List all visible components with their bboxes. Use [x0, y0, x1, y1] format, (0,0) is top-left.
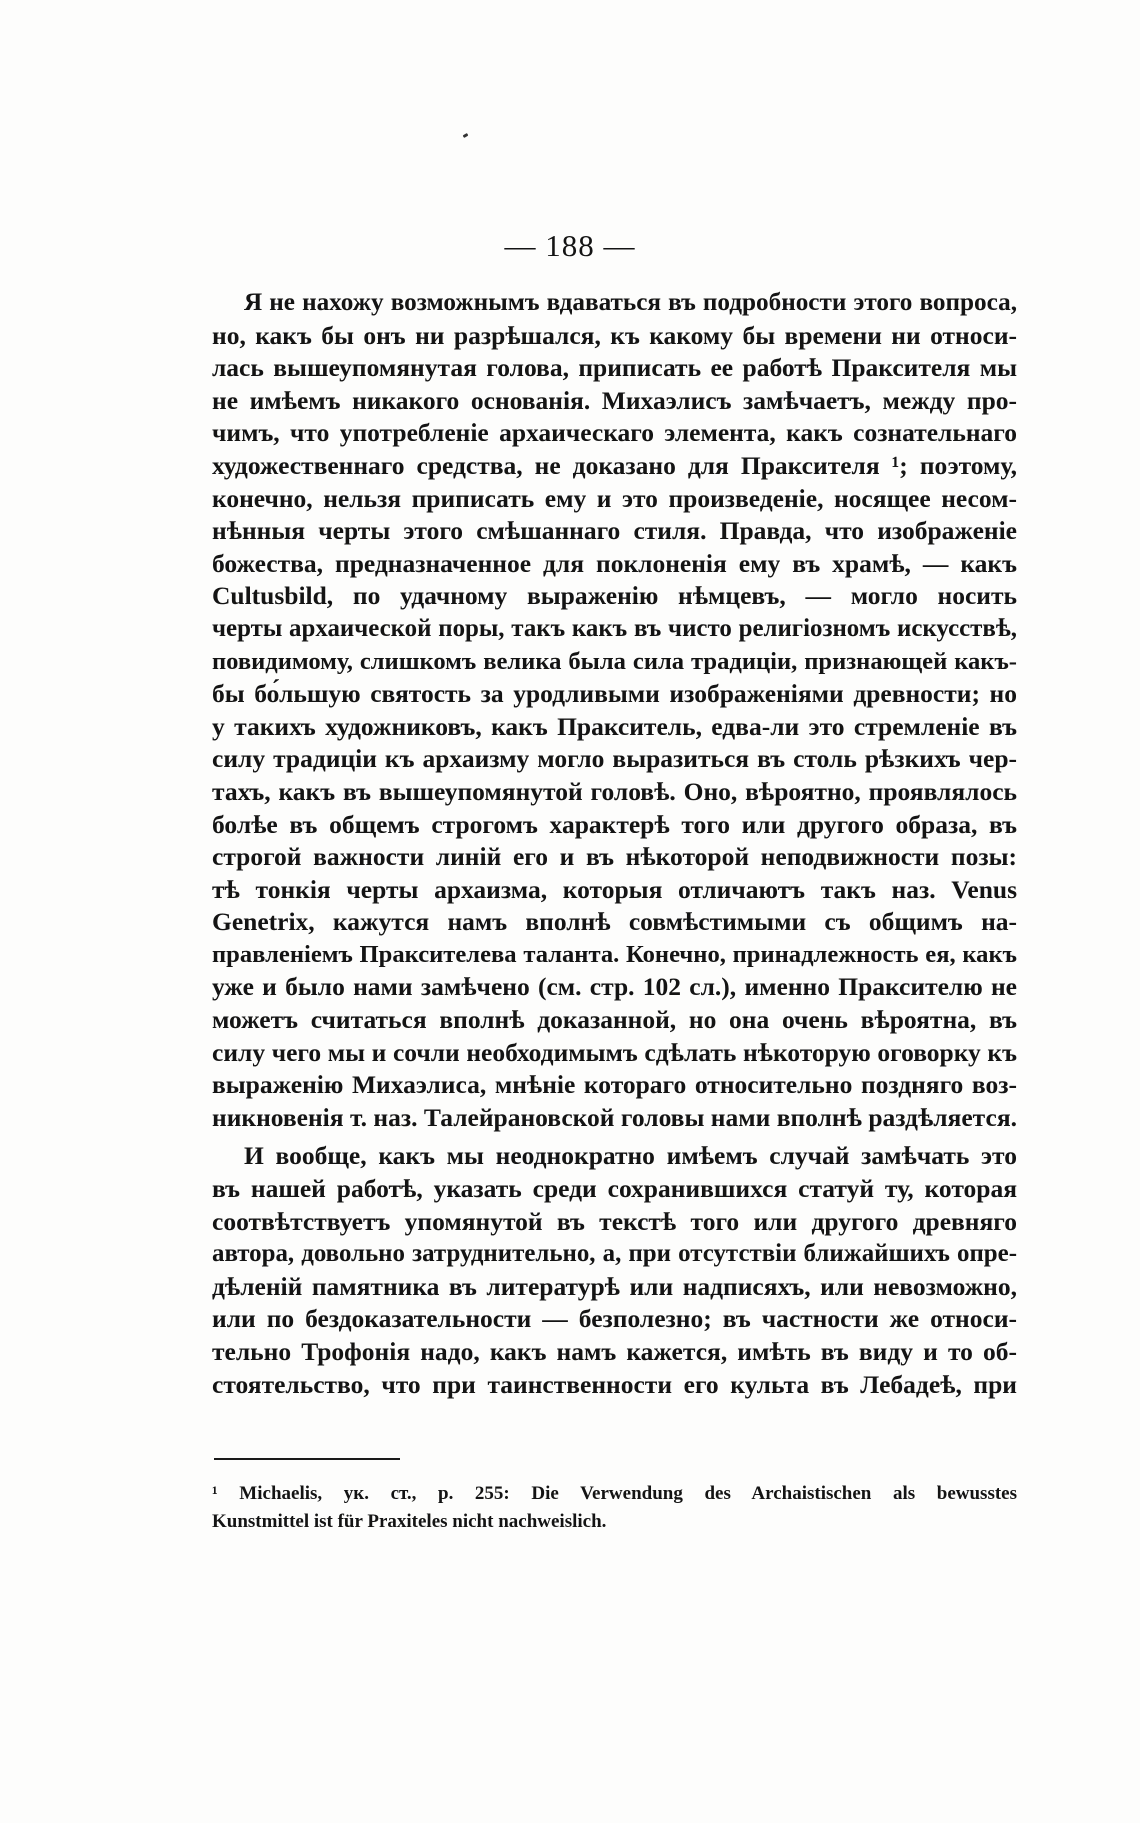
footnote-line: Kunstmittel ist für Praxiteles nicht nachweislich.: [212, 1511, 607, 1532]
ink-speck: [463, 133, 469, 138]
page-number: — 188 —: [504, 228, 636, 263]
text-line: Genetrix, кажутся намъ вполнѣ совмѣстимыми съ общимъ на-: [212, 907, 1017, 937]
text-line: уже и было нами замѣчено (см. стр. 102 сл.), именно Праксителю не: [212, 972, 1017, 1002]
text-line: Я не нахожу возможнымъ вдаваться въ подробности этого вопроса,: [244, 289, 1017, 316]
footnote: [212, 1480, 1017, 1536]
text-line: дѣленій памятника въ литературѣ или надписяхъ, или невозможно,: [212, 1271, 1017, 1301]
text-line: строгой важности линій его и въ нѣкоторой неподвижности позы:: [212, 842, 1017, 872]
text-line: автора, довольно затруднительно, а, при отсутствіи ближайшихъ опре-: [212, 1240, 1017, 1268]
text-line: правленіемъ Праксителева таланта. Конечно, принадлежность ея, какъ: [212, 940, 1017, 968]
footnote-divider: [214, 1458, 400, 1460]
text-line: можетъ считаться вполнѣ доказанной, но она очень вѣроятна, въ: [212, 1005, 1017, 1035]
text-line: у такихъ художниковъ, какъ Пракситель, едва-ли это стремленіе въ: [212, 711, 1017, 741]
text-line: черты архаической поры, такъ какъ въ чисто религіозномъ искусствѣ,: [212, 614, 1017, 642]
text-line: соотвѣтствуетъ упомянутой въ текстѣ того или другого древняго: [212, 1206, 1017, 1236]
text-line: чимъ, что употребленіе архаическаго элемента, какъ сознательнаго: [212, 418, 1017, 448]
footnote-line: ¹ Michaelis, ук. ст., p. 255: Die Verwendung des Archaistischen als bewusstes: [212, 1483, 1017, 1504]
text-line: И вообще, какъ мы неоднократно имѣемъ случай замѣчать это: [244, 1141, 1017, 1171]
text-line: тельно Трофонія надо, какъ намъ кажется, имѣть въ виду и то об-: [212, 1337, 1017, 1366]
text-line: или по бездоказательности — безполезно; въ частности же относи-: [212, 1304, 1017, 1334]
text-line: выраженію Михаэлиса, мнѣніе котораго относительно поздняго воз-: [212, 1070, 1017, 1100]
text-line: конечно, нельзя приписать ему и это произведеніе, носящее несом-: [212, 483, 1017, 513]
text-line: никновенія т. наз. Талейрановской головы нами вполнѣ раздѣляется.: [212, 1102, 1017, 1132]
body-text: [212, 287, 1017, 1401]
text-line: нѣнныя черты этого смѣшаннаго стиля. Правда, что изображеніе: [212, 516, 1017, 546]
text-line: тѣ тонкія черты архаизма, которыя отличаютъ такъ наз. Venus: [212, 874, 1017, 904]
text-line: силу чего мы и сочли необходимымъ сдѣлать нѣкоторую оговорку къ: [212, 1037, 1017, 1067]
text-line: въ нашей работѣ, указать среди сохранившихся статуй ту, которая: [212, 1174, 1017, 1204]
text-line: тахъ, какъ въ вышеупомянутой головѣ. Оно, вѣроятно, проявлялось: [212, 776, 1017, 806]
text-line: но, какъ бы онъ ни разрѣшался, къ какому бы времени ни относи-: [212, 320, 1017, 350]
text-line: божества, предназначенное для поклоненія ему въ храмѣ, — какъ: [212, 548, 1017, 578]
text-line: бы бо́льшую святость за уродливыми изображеніями древности; но: [212, 679, 1017, 709]
text-line: не имѣемъ никакого основанія. Михаэлисъ замѣчаетъ, между про-: [212, 385, 1017, 415]
text-line: лась вышеупомянутая голова, приписать ее работѣ Праксителя мы: [212, 353, 1017, 383]
text-line: Cultusbild, по удачному выраженію нѣмцевъ, — могло носить: [212, 581, 1017, 611]
paragraph: [212, 1140, 1017, 1401]
text-line: болѣе въ общемъ строгомъ характерѣ того или другого образа, въ: [212, 809, 1017, 839]
text-line: силу традиціи къ архаизму могло выразиться въ столь рѣзкихъ чер-: [212, 744, 1017, 774]
paragraph: [212, 287, 1017, 1134]
text-line: повидимому, слишкомъ велика была сила традиціи, признающей какъ-: [212, 647, 1017, 675]
text-line: стоятельство, что при таинственности его культа въ Лебадеѣ, при: [212, 1369, 1017, 1399]
text-line: художественнаго средства, не доказано для Праксителя ¹; поэтому,: [212, 450, 1017, 480]
